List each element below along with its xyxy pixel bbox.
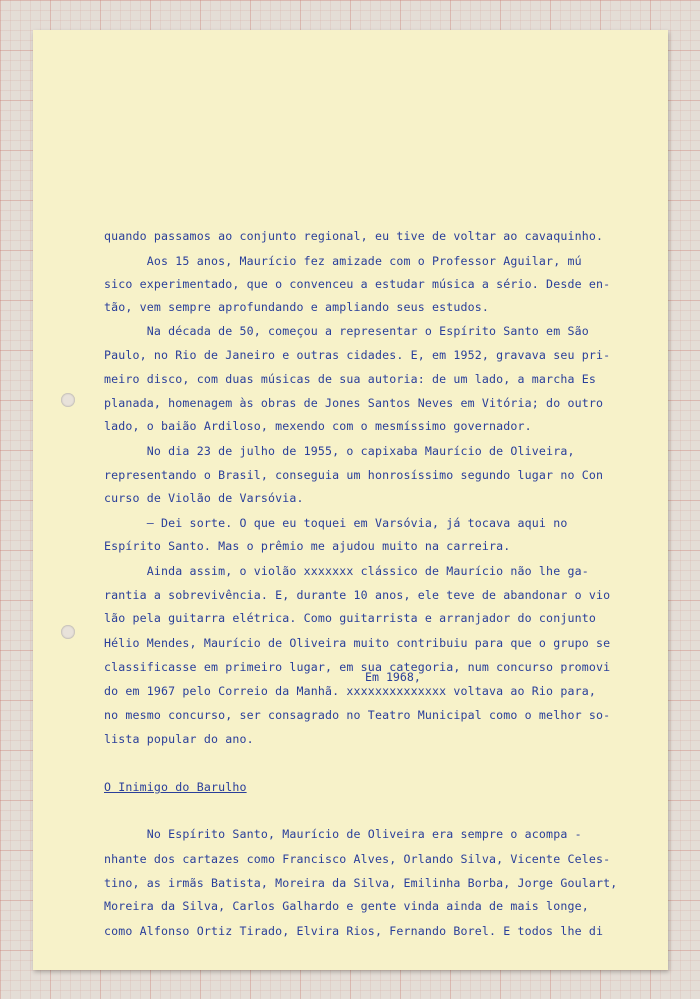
text-line: lão pela guitarra elétrica. Como guitarrista e arranjador do conjunto — [104, 611, 596, 625]
text-line: lista popular do ano. — [104, 732, 254, 746]
punch-hole — [61, 625, 75, 639]
text-line: no mesmo concurso, ser consagrado no Teatro Municipal como o melhor so- — [104, 708, 611, 722]
text-line: Hélio Mendes, Maurício de Oliveira muito contribuiu para que o grupo se — [104, 636, 611, 650]
text-line: como Alfonso Ortiz Tirado, Elvira Rios, Fernando Borel. E todos lhe di — [104, 924, 604, 938]
text-line: sico experimentado, que o convenceu a estudar música a sério. Desde en- — [104, 277, 611, 291]
text-line: No dia 23 de julho de 1955, o capixaba Maurício de Oliveira, — [104, 444, 575, 458]
text-line: — Dei sorte. O que eu toquei em Varsóvia, já tocava aqui no — [104, 516, 568, 530]
text-line: Espírito Santo. Mas o prêmio me ajudou muito na carreira. — [104, 539, 511, 553]
text-line: rantia a sobrevivência. E, durante 10 anos, ele teve de abandonar o vio — [104, 588, 611, 602]
text-line: Ainda assim, o violão xxxxxxx clássico de Maurício não lhe ga- — [104, 564, 589, 578]
text-line: meiro disco, com duas músicas de sua autoria: de um lado, a marcha Es — [104, 372, 596, 386]
text-line: quando passamos ao conjunto regional, eu tive de voltar ao cavaquinho. — [104, 229, 604, 243]
text-line: Moreira da Silva, Carlos Galhardo e gente vinda ainda de mais longe, — [104, 899, 589, 913]
text-line: Paulo, no Rio de Janeiro e outras cidades. E, em 1952, gravava seu pri- — [104, 348, 611, 362]
text-line: No Espírito Santo, Maurício de Oliveira era sempre o acompa - — [104, 827, 582, 841]
text-line: do em 1967 pelo Correio da Manhã. xxxxxxxxxxxxxx voltava ao Rio para, — [104, 684, 596, 698]
text-line: classificasse em primeiro lugar, em sua categoria, num concurso promovi — [104, 660, 611, 674]
text-line: representando o Brasil, conseguia um honrosíssimo segundo lugar no Con — [104, 468, 604, 482]
handwritten-insertion: Em 1968, — [365, 670, 421, 684]
punch-hole — [61, 393, 75, 407]
text-line: planada, homenagem às obras de Jones Santos Neves em Vitória; do outro — [104, 396, 604, 410]
text-line: Aos 15 anos, Maurício fez amizade com o Professor Aguilar, mú — [104, 254, 582, 268]
text-line: curso de Violão de Varsóvia. — [104, 491, 304, 505]
text-line: tão, vem sempre aprofundando e ampliando seus estudos. — [104, 300, 490, 314]
text-line: Na década de 50, começou a representar o Espírito Santo em São — [104, 324, 589, 338]
text-line: nhante dos cartazes como Francisco Alves, Orlando Silva, Vicente Celes- — [104, 852, 611, 866]
section-heading: O Inimigo do Barulho — [104, 780, 247, 794]
text-line: tino, as irmãs Batista, Moreira da Silva, Emilinha Borba, Jorge Goulart, — [104, 876, 618, 890]
text-line: lado, o baião Ardiloso, mexendo com o mesmíssimo governador. — [104, 419, 532, 433]
